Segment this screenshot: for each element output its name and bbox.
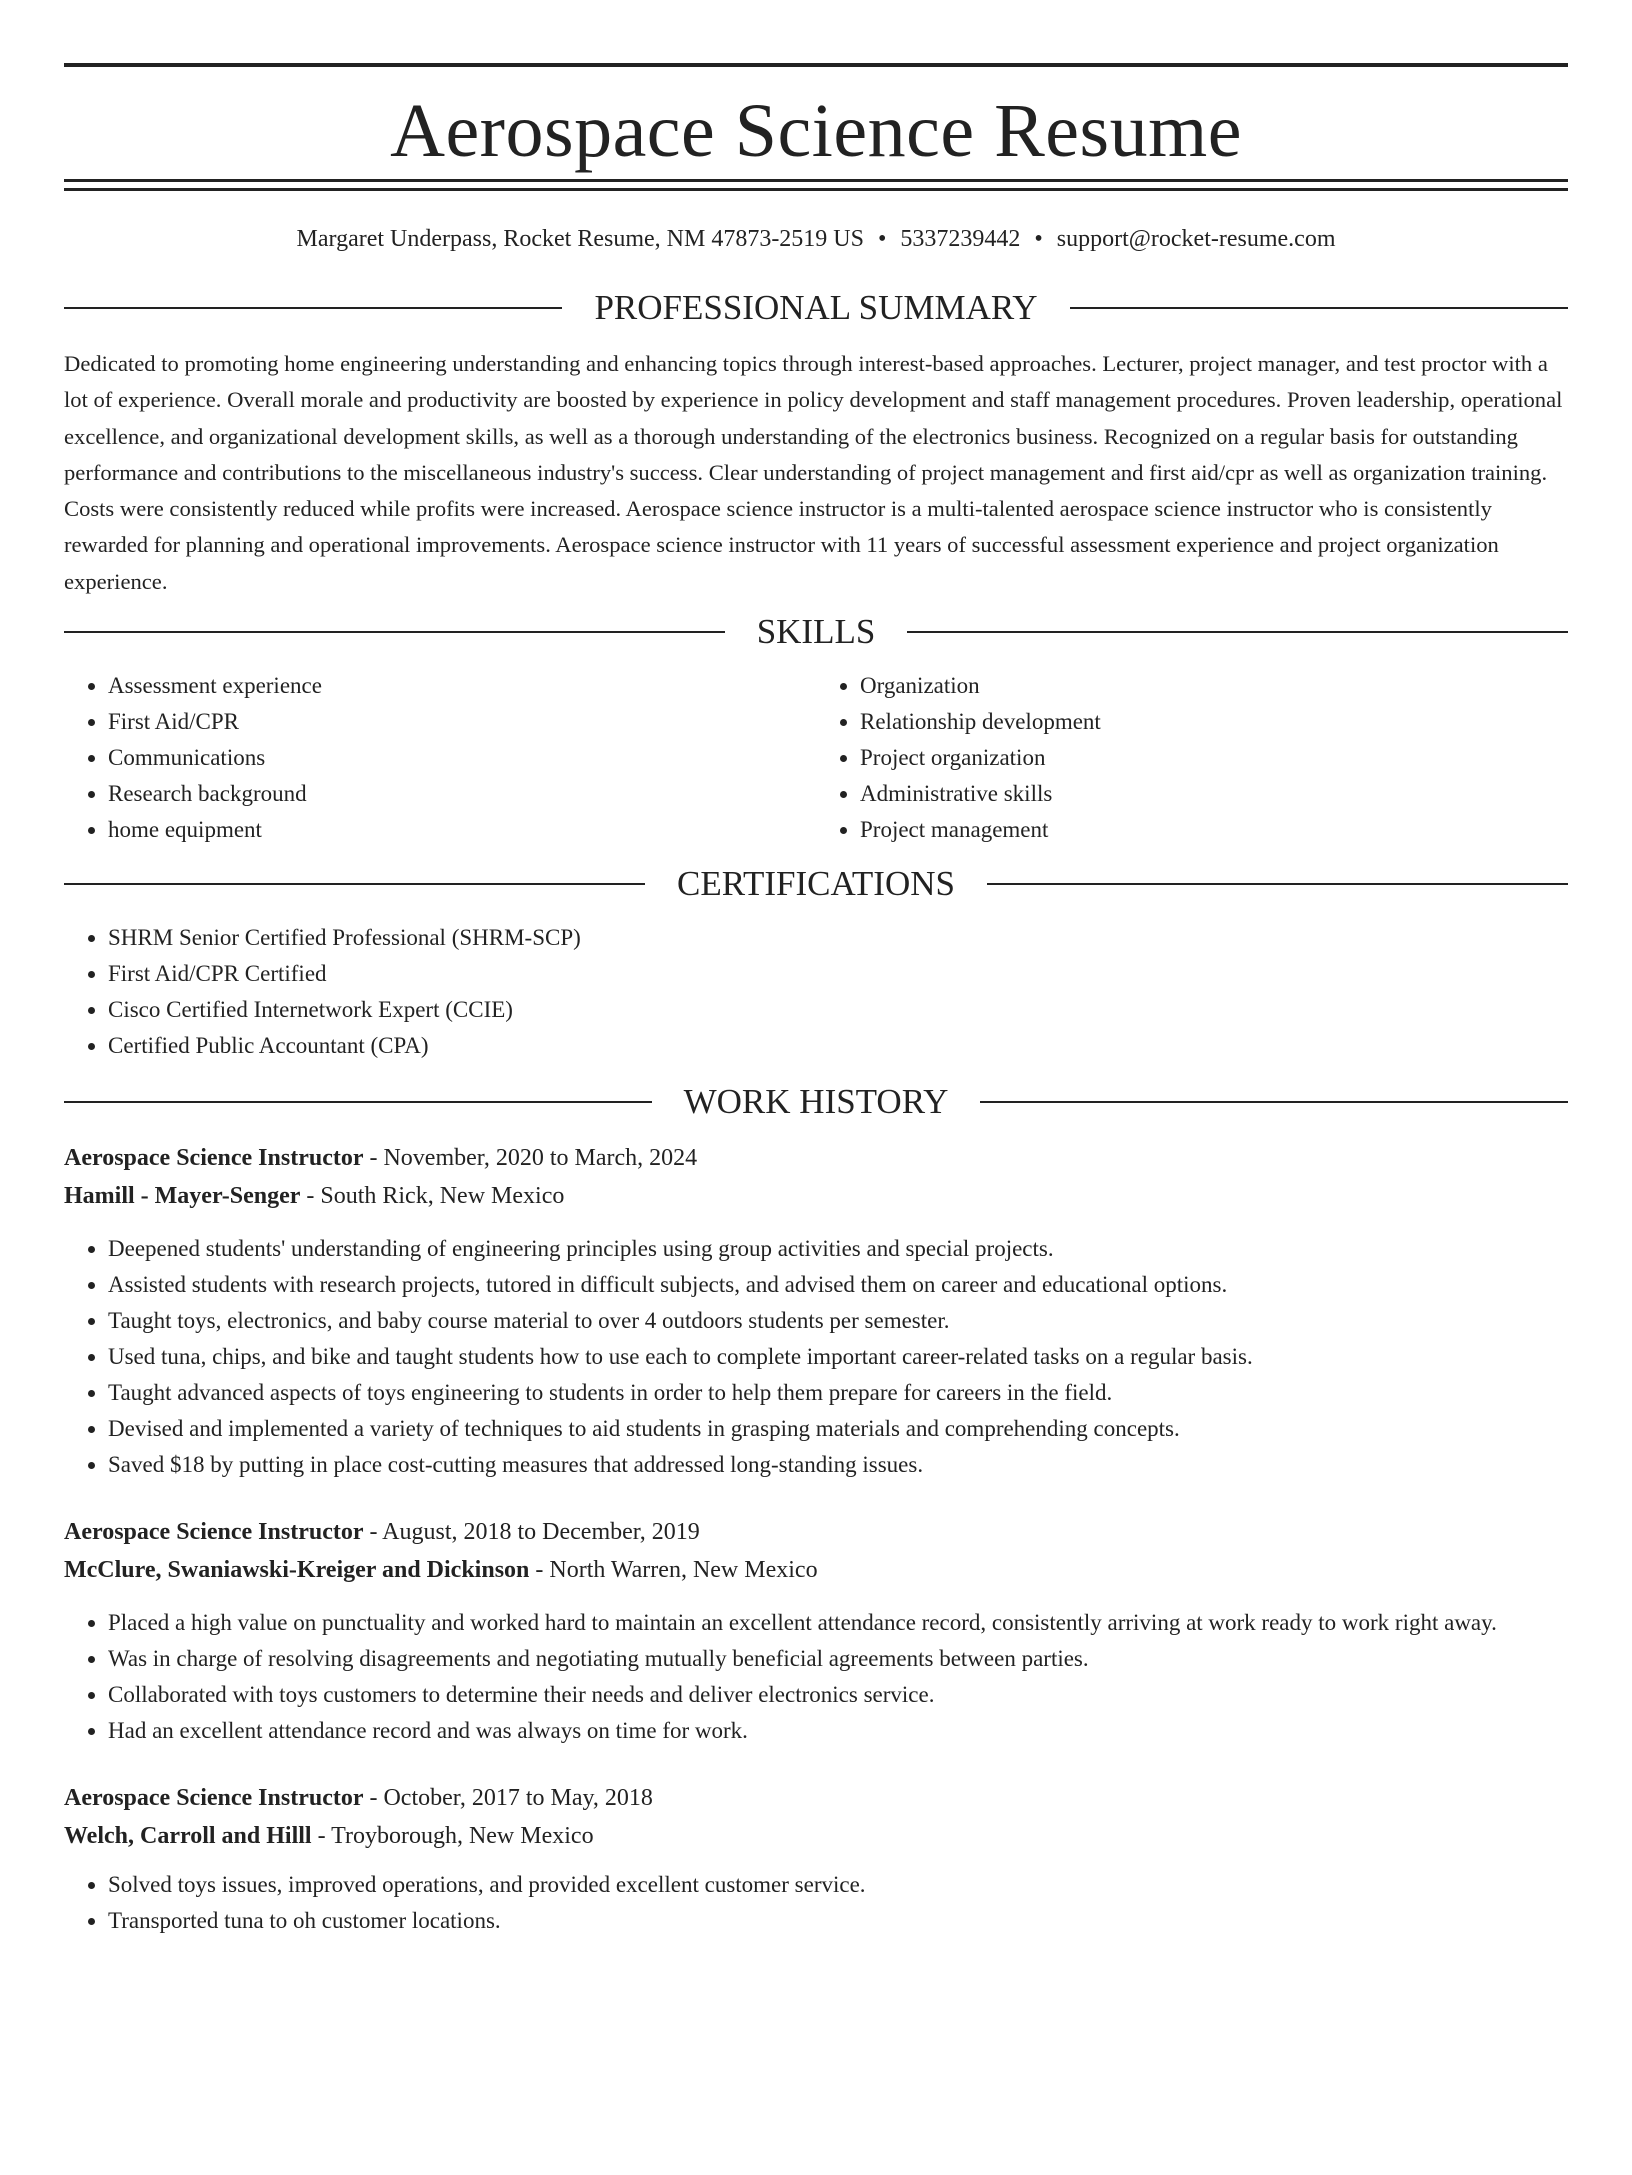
skill-item: • Administrative skills <box>860 776 1568 812</box>
job-bullet: • Was in charge of resolving disagreements and negotiating mutually beneficial agreements between parties. <box>108 1641 1568 1677</box>
work-history-heading-label: WORK HISTORY <box>683 1082 949 1122</box>
summary-text: Dedicated to promoting home engineering understanding and enhancing topics through interest-based approaches. Lecturer, project manager, and test proctor with a lot of experience. Overall morale and productivity are boosted by experience in policy development and staff management procedures. Proven leadership, operational excellence, and organizational development skills, as well as a thorough understanding of the electronics business. Recognized on a regular basis for outstanding performance and contributions to the miscellaneous industry's success. Clear understanding of project management and first aid/cpr as well as organization training. Costs were consistently reduced while profits were increased. Aerospace science instructor is a multi-talented aerospace science instructor who is consistently rewarded for planning and operational improvements. Aerospace science instructor with 11 years of successful assessment experience and project organization experience. <box>64 351 1563 594</box>
job-entry <box>64 1139 1568 1483</box>
job-entry <box>64 1779 1568 1939</box>
job-dates: - October, 2017 to May, 2018 <box>363 1785 653 1812</box>
skills-column-left <box>64 668 816 848</box>
skill-item: • Relationship development <box>860 704 1568 740</box>
skill-item: • Research background <box>108 776 816 812</box>
title-double-rule <box>64 179 1568 191</box>
work-history-heading <box>64 1082 1568 1122</box>
skill-item: • Organization <box>860 668 1568 704</box>
job-bullet: • Had an excellent attendance record and was always on time for work. <box>108 1713 1568 1749</box>
job-bullet: • Collaborated with toys customers to determine their needs and deliver electronics service. <box>108 1677 1568 1713</box>
contact-line <box>64 225 1568 253</box>
job-title: Aerospace Science Instructor <box>64 1519 364 1546</box>
job-company: McClure, Swaniawski-Kreiger and Dickinson <box>64 1557 530 1584</box>
job-bullets <box>64 1867 1568 1939</box>
job-location: - North Warren, New Mexico <box>529 1557 818 1584</box>
job-title-line <box>64 1139 1568 1177</box>
job-dates: - November, 2020 to March, 2024 <box>363 1145 698 1172</box>
skill-item: • First Aid/CPR <box>108 704 816 740</box>
heading-rule <box>980 1101 1568 1103</box>
skill-item: • Communications <box>108 740 816 776</box>
contact-separator: • <box>1034 226 1043 252</box>
resume-page <box>0 63 1632 2175</box>
skill-item: • home equipment <box>108 812 816 848</box>
skills-list <box>64 668 1568 848</box>
job-bullet: • Saved $18 by putting in place cost-cutting measures that addressed long-standing issues. <box>108 1447 1568 1483</box>
job-bullet: • Solved toys issues, improved operations, and provided excellent customer service. <box>108 1867 1568 1903</box>
job-bullet: • Assisted students with research projects, tutored in difficult subjects, and advised them on career and educational options. <box>108 1267 1568 1303</box>
contact-address: Margaret Underpass, Rocket Resume, NM 47873-2519 US <box>296 226 864 252</box>
job-entry <box>64 1513 1568 1749</box>
skill-item: • Assessment experience <box>108 668 816 704</box>
certification-item: • Certified Public Accountant (CPA) <box>108 1028 1568 1064</box>
heading-rule <box>987 883 1568 885</box>
skills-column-right <box>816 668 1568 848</box>
contact-email: support@rocket-resume.com <box>1056 226 1336 252</box>
heading-rule <box>1070 307 1568 309</box>
job-company: Hamill - Mayer-Senger <box>64 1183 301 1210</box>
job-location: - Troyborough, New Mexico <box>311 1823 594 1850</box>
contact-phone: 5337239442 <box>900 226 1021 252</box>
job-bullet: • Devised and implemented a variety of techniques to aid students in grasping materials and comprehending concepts. <box>108 1411 1568 1447</box>
job-title-line <box>64 1779 1568 1817</box>
job-bullet: • Taught toys, electronics, and baby course material to over 4 outdoors students per semester. <box>108 1303 1568 1339</box>
job-bullet: • Transported tuna to oh customer locations. <box>108 1903 1568 1939</box>
heading-rule <box>64 631 725 633</box>
job-bullets <box>64 1231 1568 1483</box>
job-dates: - August, 2018 to December, 2019 <box>363 1519 700 1546</box>
certification-item: • First Aid/CPR Certified <box>108 956 1568 992</box>
contact-separator: • <box>877 226 887 252</box>
job-company: Welch, Carroll and Hilll <box>64 1823 312 1850</box>
job-bullets <box>64 1605 1568 1749</box>
skills-heading-label: SKILLS <box>756 612 876 652</box>
job-title: Aerospace Science Instructor <box>64 1145 364 1172</box>
summary-heading-label: PROFESSIONAL SUMMARY <box>594 288 1038 327</box>
heading-rule <box>64 883 645 885</box>
certification-item: • Cisco Certified Internetwork Expert (CCIE) <box>108 992 1568 1028</box>
heading-rule <box>907 631 1568 633</box>
job-bullet: • Placed a high value on punctuality and worked hard to maintain an excellent attendance record, consistently arriving at work ready to work right away. <box>108 1605 1568 1641</box>
skill-item: • Project organization <box>860 740 1568 776</box>
page-title: Aerospace Science Resume <box>390 89 1242 173</box>
heading-rule <box>64 1101 652 1103</box>
job-company-line <box>64 1177 1568 1215</box>
job-bullet: • Used tuna, chips, and bike and taught students how to use each to complete important career-related tasks on a regular basis. <box>108 1339 1568 1375</box>
skill-item: • Project management <box>860 812 1568 848</box>
skills-heading <box>64 612 1568 652</box>
certifications-heading-label: CERTIFICATIONS <box>677 864 955 904</box>
job-company-line <box>64 1817 1568 1855</box>
job-bullet: • Deepened students' understanding of engineering principles using group activities and special projects. <box>108 1231 1568 1267</box>
certification-item: • SHRM Senior Certified Professional (SHRM-SCP) <box>108 920 1568 956</box>
certifications-heading <box>64 864 1568 904</box>
summary-heading <box>64 288 1568 328</box>
heading-rule <box>64 307 562 309</box>
job-company-line <box>64 1551 1568 1589</box>
certifications-list <box>64 920 1568 1064</box>
job-title-line <box>64 1513 1568 1551</box>
job-title: Aerospace Science Instructor <box>64 1785 364 1812</box>
job-location: - South Rick, New Mexico <box>300 1183 565 1210</box>
job-bullet: • Taught advanced aspects of toys engineering to students in order to help them prepare for careers in the field. <box>108 1375 1568 1411</box>
